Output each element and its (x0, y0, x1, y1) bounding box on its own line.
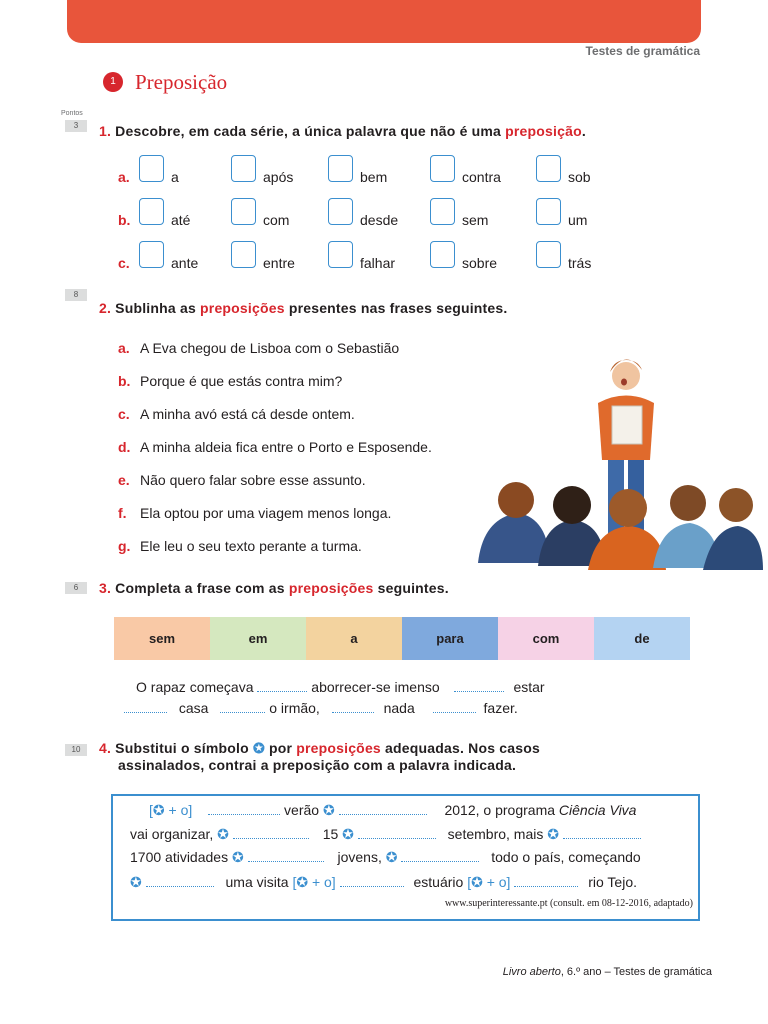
fill-blank[interactable] (146, 872, 214, 887)
sentence-item (118, 538, 362, 554)
fill-blank[interactable] (233, 824, 309, 839)
option-letter: c. (118, 255, 130, 271)
sentence-text[interactable]: Não quero falar sobre esse assunto. (140, 472, 366, 488)
points-badge-q4: 10 (65, 744, 87, 756)
answer-checkbox[interactable] (536, 155, 561, 182)
classroom-illustration (478, 348, 763, 573)
sentence-item (118, 439, 432, 455)
q4-program-name: Ciência Viva (558, 802, 637, 818)
q4-box-line-1 (149, 800, 636, 821)
q4-box-text: 1700 atividades (130, 849, 229, 865)
word-bank-cell: sem (114, 617, 210, 660)
sentence-letter: f. (118, 505, 127, 521)
q4-text: adequadas. Nos casos (380, 740, 540, 756)
answer-checkbox[interactable] (430, 155, 455, 182)
sentence-letter: c. (118, 406, 130, 422)
q4-box-text: 15 (322, 826, 339, 842)
q2-highlight: preposições (200, 300, 285, 316)
q4-box-line-2 (130, 824, 641, 845)
q1-number: 1. (99, 123, 112, 139)
sentence-text[interactable]: Porque é que estás contra mim? (140, 373, 343, 389)
option-word: a (171, 169, 179, 185)
q2-number: 2. (99, 300, 112, 316)
option-letter: a. (118, 169, 130, 185)
answer-checkbox[interactable] (231, 155, 256, 182)
sentence-letter: d. (118, 439, 131, 455)
points-badge-q1: 3 (65, 120, 87, 132)
q4-box-text: setembro, mais (447, 826, 544, 842)
star-symbol-icon: ✪ (547, 826, 559, 842)
answer-checkbox[interactable] (328, 241, 353, 268)
star-symbol-icon: ✪ (342, 826, 354, 842)
q4-text: Substitui o símbolo (115, 740, 253, 756)
q3-text-before: Completa a frase com as (115, 580, 289, 596)
q3-line-1 (136, 677, 545, 698)
points-badge-q3: 6 (65, 582, 87, 594)
option-word: falhar (360, 255, 396, 271)
option-word: com (263, 212, 290, 228)
q3-text: O rapaz começava (136, 679, 254, 695)
fill-blank[interactable] (514, 872, 578, 887)
q3-text-after: seguintes. (373, 580, 449, 596)
q4-highlight: preposições (296, 740, 381, 756)
q3-text: estar (513, 679, 545, 695)
word-bank-cell: de (594, 617, 690, 660)
q4-heading (99, 740, 601, 774)
fill-blank[interactable] (208, 800, 280, 815)
fill-blank[interactable] (220, 698, 265, 713)
page-title: Preposição (135, 70, 228, 94)
option-letter: b. (118, 212, 131, 228)
option-word: trás (568, 255, 592, 271)
q2-heading (99, 300, 507, 316)
option-word: sobre (462, 255, 498, 271)
q3-text: o irmão, (269, 700, 320, 716)
fill-blank[interactable] (563, 824, 641, 839)
sentence-text[interactable]: A Eva chegou de Lisboa com o Sebastião (140, 340, 400, 356)
answer-checkbox[interactable] (328, 155, 353, 182)
q3-line-2 (124, 698, 518, 719)
q1-text-before: Descobre, em cada série, a única palavra que não é uma (115, 123, 506, 139)
option-word: sem (462, 212, 489, 228)
points-badge-q2: 8 (65, 289, 87, 301)
option-word: entre (263, 255, 295, 271)
q4-box-text: verão (284, 802, 320, 818)
q2-text-after: presentes nas frases seguintes. (284, 300, 508, 316)
sentence-letter: b. (118, 373, 131, 389)
fill-blank[interactable] (339, 800, 427, 815)
answer-checkbox[interactable] (536, 198, 561, 225)
q1-highlight: preposição (505, 123, 582, 139)
answer-checkbox[interactable] (536, 241, 561, 268)
option-word: até (171, 212, 191, 228)
sentence-text[interactable]: A minha aldeia fica entre o Porto e Esposende. (140, 439, 432, 455)
source-citation: www.superinteressante.pt (consult. em 08-12-2016, adaptado) (444, 898, 693, 909)
q1-text-after: . (581, 123, 586, 139)
q3-text: fazer. (483, 700, 518, 716)
star-symbol-icon: ✪ (130, 874, 142, 890)
q3-number: 3. (99, 580, 112, 596)
word-bank-cell: com (498, 617, 594, 660)
fill-blank[interactable] (454, 677, 504, 692)
option-word: contra (462, 169, 501, 185)
sentence-item (118, 505, 391, 521)
sentence-text[interactable]: Ela optou por uma viagem menos longa. (140, 505, 392, 521)
q4-box-line-4 (130, 872, 637, 893)
q4-box-text: estuário (413, 874, 464, 890)
fill-blank[interactable] (332, 698, 374, 713)
contraction-marker: [✪ + o] (292, 874, 336, 890)
footer (503, 966, 712, 978)
option-word: sob (568, 169, 591, 185)
word-bank-cell: em (210, 617, 306, 660)
star-symbol-icon: ✪ (217, 826, 229, 842)
star-symbol-icon: ✪ (322, 802, 335, 818)
sentence-letter: e. (118, 472, 130, 488)
q3-highlight: preposições (288, 580, 374, 596)
sentence-text[interactable]: Ele leu o seu texto perante a turma. (140, 538, 362, 554)
sentence-letter: a. (118, 340, 130, 356)
fill-blank[interactable] (124, 698, 167, 713)
answer-checkbox[interactable] (328, 198, 353, 225)
q4-box-text: o programa (483, 802, 556, 818)
q3-text: aborrecer-se imenso (311, 679, 440, 695)
q4-box-text: vai organizar, (130, 826, 214, 842)
option-word: bem (360, 169, 388, 185)
answer-checkbox[interactable] (231, 241, 256, 268)
q4-box-line-3 (130, 847, 641, 868)
q4-text: por (264, 740, 297, 756)
fill-blank[interactable] (358, 824, 436, 839)
q4-box-text: jovens, (337, 849, 382, 865)
q3-text: casa (178, 700, 209, 716)
fill-blank[interactable] (257, 677, 307, 692)
footer-text: , 6.º ano – Testes de gramática (560, 966, 712, 978)
star-symbol-icon: ✪ (231, 849, 244, 865)
contraction-marker: [✪ + o] (467, 874, 511, 890)
star-symbol-icon: ✪ (252, 740, 265, 756)
sentence-item (118, 406, 355, 422)
option-word: após (263, 169, 294, 185)
option-word: ante (171, 255, 199, 271)
q4-box-text: rio Tejo. (588, 874, 638, 890)
q4-box-text: todo o país, começando (491, 849, 641, 865)
sentence-text[interactable]: A minha avó está cá desde ontem. (140, 406, 355, 422)
answer-checkbox[interactable] (430, 198, 455, 225)
sentence-letter: g. (118, 538, 131, 554)
fill-blank[interactable] (248, 847, 324, 862)
fill-blank[interactable] (433, 698, 476, 713)
word-bank-cell: a (306, 617, 402, 660)
answer-checkbox[interactable] (430, 241, 455, 268)
sentence-item (118, 373, 342, 389)
q4-text: assinalados, contrai a preposição com a palavra indicada. (118, 757, 517, 773)
q3-word-bank (114, 617, 690, 660)
points-label: Pontos (61, 110, 83, 117)
chapter-number: 1 (103, 72, 123, 92)
sentence-item (118, 340, 399, 356)
header-title: Testes de gramática (585, 44, 700, 58)
fill-blank[interactable] (340, 872, 404, 887)
header-bar (67, 0, 701, 43)
option-word: um (568, 212, 588, 228)
q3-heading (99, 580, 449, 596)
q2-text-before: Sublinha as (115, 300, 201, 316)
sentence-item (118, 472, 366, 488)
footer-book: Livro aberto (502, 966, 561, 978)
option-word: desde (360, 212, 399, 228)
answer-checkbox[interactable] (139, 155, 164, 182)
answer-checkbox[interactable] (139, 198, 164, 225)
answer-checkbox[interactable] (139, 241, 164, 268)
q1-heading (99, 123, 586, 139)
q3-text: nada (383, 700, 415, 716)
fill-blank[interactable] (401, 847, 479, 862)
word-bank-cell: para (402, 617, 498, 660)
q4-box-text: uma visita (225, 874, 289, 890)
contraction-marker: [✪ + o] (149, 802, 193, 818)
answer-checkbox[interactable] (231, 198, 256, 225)
star-symbol-icon: ✪ (385, 849, 398, 865)
q4-number: 4. (99, 740, 112, 756)
q4-box-text: 2012, (444, 802, 480, 818)
